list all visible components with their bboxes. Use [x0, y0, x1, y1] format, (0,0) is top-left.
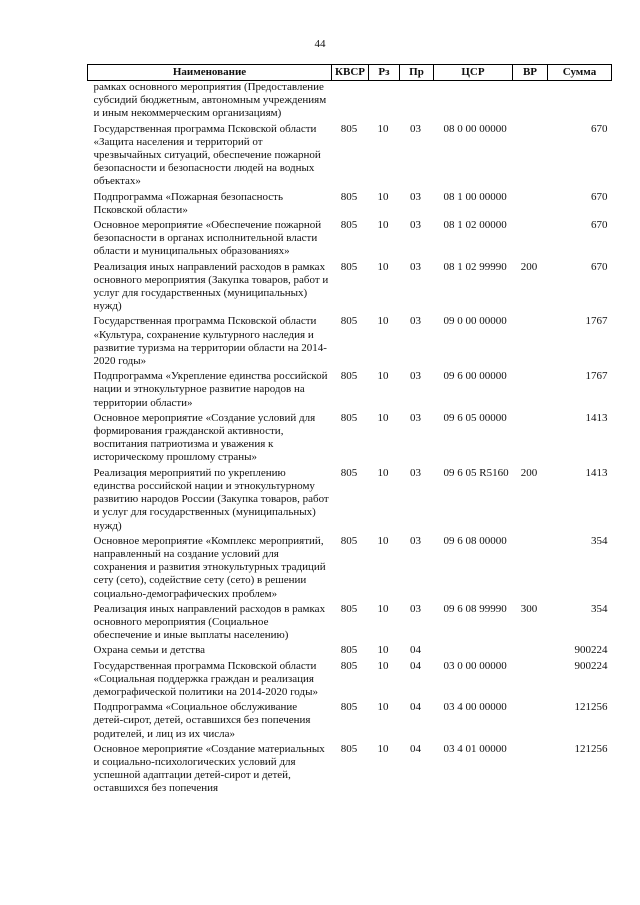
cell-pr: 03: [410, 219, 421, 232]
table-row: [88, 217, 612, 259]
table-row: [88, 699, 612, 741]
header-vr: ВР: [513, 65, 548, 81]
cell-name: Основное мероприятие «Создание условий для формирования гражданской активности, воспитания патриотизма и уважения к историческому прошлому страны»: [93, 411, 316, 464]
cell-name: Государственная программа Псковской области «Защита населения и территорий от чрезвычайных ситуаций, обеспечение пожарной безопасности и безопасности людей на водных объектах»: [93, 122, 321, 188]
cell-vr: [513, 533, 548, 601]
cell-sum: 121256: [574, 701, 608, 714]
cell-sum: 1413: [585, 466, 608, 479]
cell-kvsr: [332, 81, 369, 121]
cell-sum: 900224: [574, 644, 608, 657]
cell-kvsr: 805: [340, 644, 358, 657]
cell-pr: 03: [410, 466, 421, 479]
cell-csr: [434, 642, 513, 657]
cell-kvsr: 805: [340, 534, 358, 547]
cell-vr: [513, 642, 548, 657]
table-row: [88, 410, 612, 465]
table-row: [88, 642, 612, 657]
cell-csr: 09 6 05 00000: [443, 411, 507, 424]
cell-rz: [369, 81, 400, 121]
cell-vr: [513, 368, 548, 410]
cell-vr: 200: [520, 260, 538, 273]
cell-sum: 670: [591, 260, 608, 273]
cell-pr: [400, 81, 434, 121]
cell-vr: [513, 189, 548, 217]
cell-csr: 08 1 02 99990: [443, 260, 507, 273]
table-row: [88, 465, 612, 533]
cell-vr: [513, 741, 548, 796]
cell-vr: [513, 699, 548, 741]
header-rz: Рз: [369, 65, 400, 81]
cell-vr: 200: [520, 466, 538, 479]
cell-kvsr: 805: [340, 701, 358, 714]
header-pr: Пр: [400, 65, 434, 81]
cell-pr: 04: [410, 659, 421, 672]
cell-name: Подпрограмма «Социальное обслуживание детей-сирот, детей, оставшихся без попечения родителей, и лиц из их числа»: [93, 701, 311, 740]
table-row: [88, 601, 612, 643]
cell-pr: 03: [410, 122, 421, 135]
cell-sum: 670: [591, 219, 608, 232]
cell-rz: 10: [377, 219, 389, 232]
cell-csr: 09 6 00 00000: [443, 370, 507, 383]
cell-rz: 10: [377, 315, 389, 328]
cell-vr: [513, 121, 548, 189]
cell-rz: 10: [377, 190, 389, 203]
cell-kvsr: 805: [340, 466, 358, 479]
table-row: [88, 658, 612, 700]
cell-sum: 1413: [585, 411, 608, 424]
table-row: [88, 189, 612, 217]
cell-pr: 04: [410, 742, 421, 755]
cell-pr: 03: [410, 260, 421, 273]
table-body: [88, 81, 612, 796]
cell-kvsr: 805: [340, 219, 358, 232]
cell-sum: 670: [591, 190, 608, 203]
cell-name: Основное мероприятие «Комплекс мероприятий, направленный на создание условий для сохранения и развития этнокультурных традиций сету (сето), содействие сету (сето) в решении социально-демографических проблем»: [93, 534, 326, 600]
cell-name: Основное мероприятие «Обеспечение пожарной безопасности в органах исполнительной власти области и муниципальных образованиях»: [93, 219, 322, 258]
table-row: [88, 259, 612, 314]
table-row: [88, 533, 612, 601]
cell-kvsr: 805: [340, 602, 358, 615]
cell-pr: 03: [410, 315, 421, 328]
cell-rz: 10: [377, 260, 389, 273]
cell-rz: 10: [377, 644, 389, 657]
cell-kvsr: 805: [340, 742, 358, 755]
cell-kvsr: 805: [340, 122, 358, 135]
cell-vr: [513, 658, 548, 700]
cell-name: Государственная программа Псковской области «Социальная поддержка граждан и реализация демографической политики на 2014-2020 годы»: [93, 659, 318, 698]
cell-rz: 10: [377, 122, 389, 135]
budget-table: [87, 64, 612, 796]
cell-csr: 08 0 00 00000: [443, 122, 507, 135]
cell-sum: 354: [591, 534, 608, 547]
cell-name: Основное мероприятие «Создание материальных и социально-психологических условий для успешной адаптации детей-сирот и детей, оставшихся без попечения: [93, 742, 325, 795]
cell-kvsr: 805: [340, 260, 358, 273]
cell-csr: 08 1 00 00000: [443, 190, 507, 203]
cell-rz: 10: [377, 411, 389, 424]
cell-kvsr: 805: [340, 370, 358, 383]
cell-name: рамках основного мероприятия (Предоставление субсидий бюджетным, автономным учреждениям и иным некоммерческим организациям): [93, 81, 327, 120]
cell-sum: 900224: [574, 659, 608, 672]
cell-vr: [513, 313, 548, 368]
cell-kvsr: 805: [340, 315, 358, 328]
cell-sum: 1767: [585, 370, 608, 383]
page-number: 44: [314, 38, 326, 50]
cell-rz: 10: [377, 701, 389, 714]
cell-name: Подпрограмма «Укрепление единства российской нации и этнокультурное развитие народов на территории области»: [93, 370, 328, 409]
cell-sum: 354: [591, 602, 608, 615]
header-name: Наименование: [88, 65, 332, 81]
cell-name: Реализация иных направлений расходов в рамках основного мероприятия (Закупка товаров, работ и услуг для государственных (муниципальных) нужд): [93, 260, 329, 313]
cell-csr: 09 6 05 R5160: [443, 466, 509, 479]
cell-pr: 03: [410, 602, 421, 615]
cell-pr: 04: [410, 701, 421, 714]
cell-csr: [434, 81, 513, 121]
table-row: [88, 81, 612, 121]
header-kvsr: КВСР: [332, 65, 369, 81]
cell-name: Государственная программа Псковской области «Культура, сохранение культурного наследия и развитие туризма на территории области на 2014-2020 годы»: [93, 315, 327, 368]
cell-csr: 03 4 01 00000: [443, 742, 507, 755]
cell-name: Реализация иных направлений расходов в рамках основного мероприятия (Социальное обеспечение и иные выплаты населению): [93, 602, 326, 642]
table-row: [88, 121, 612, 189]
cell-csr: 09 6 08 00000: [443, 534, 507, 547]
cell-rz: 10: [377, 602, 389, 615]
cell-sum: 1767: [585, 315, 608, 328]
cell-name: Реализация мероприятий по укреплению единства российской нации и этнокультурному развитию народов России (Закупка товаров, работ и услуг для государственных (муниципальных) нужд): [93, 466, 329, 532]
cell-rz: 10: [377, 370, 389, 383]
table-header-row: [88, 65, 612, 81]
cell-kvsr: 805: [340, 411, 358, 424]
header-csr: ЦСР: [434, 65, 513, 81]
cell-csr: 03 4 00 00000: [443, 701, 507, 714]
cell-sum: 670: [591, 122, 608, 135]
cell-vr: 300: [520, 602, 538, 615]
cell-pr: 03: [410, 534, 421, 547]
cell-pr: 03: [410, 370, 421, 383]
cell-csr: 09 0 00 00000: [443, 315, 507, 328]
table-row: [88, 741, 612, 796]
header-sum: Сумма: [548, 65, 612, 81]
table-row: [88, 368, 612, 410]
cell-csr: 08 1 02 00000: [443, 219, 507, 232]
cell-kvsr: 805: [340, 190, 358, 203]
cell-vr: [513, 410, 548, 465]
cell-sum: 121256: [574, 742, 608, 755]
cell-pr: 03: [410, 411, 421, 424]
cell-vr: [513, 81, 548, 121]
cell-name: Охрана семьи и детства: [93, 644, 206, 657]
cell-rz: 10: [377, 659, 389, 672]
cell-csr: 09 6 08 99990: [443, 602, 507, 615]
cell-rz: 10: [377, 534, 389, 547]
cell-csr: 03 0 00 00000: [443, 659, 507, 672]
cell-sum: [548, 81, 612, 121]
cell-name: Подпрограмма «Пожарная безопасность Псковской области»: [93, 190, 283, 216]
table-row: [88, 313, 612, 368]
cell-rz: 10: [377, 742, 389, 755]
cell-kvsr: 805: [340, 659, 358, 672]
cell-pr: 04: [410, 644, 421, 657]
cell-pr: 03: [410, 190, 421, 203]
cell-vr: [513, 217, 548, 259]
cell-rz: 10: [377, 466, 389, 479]
